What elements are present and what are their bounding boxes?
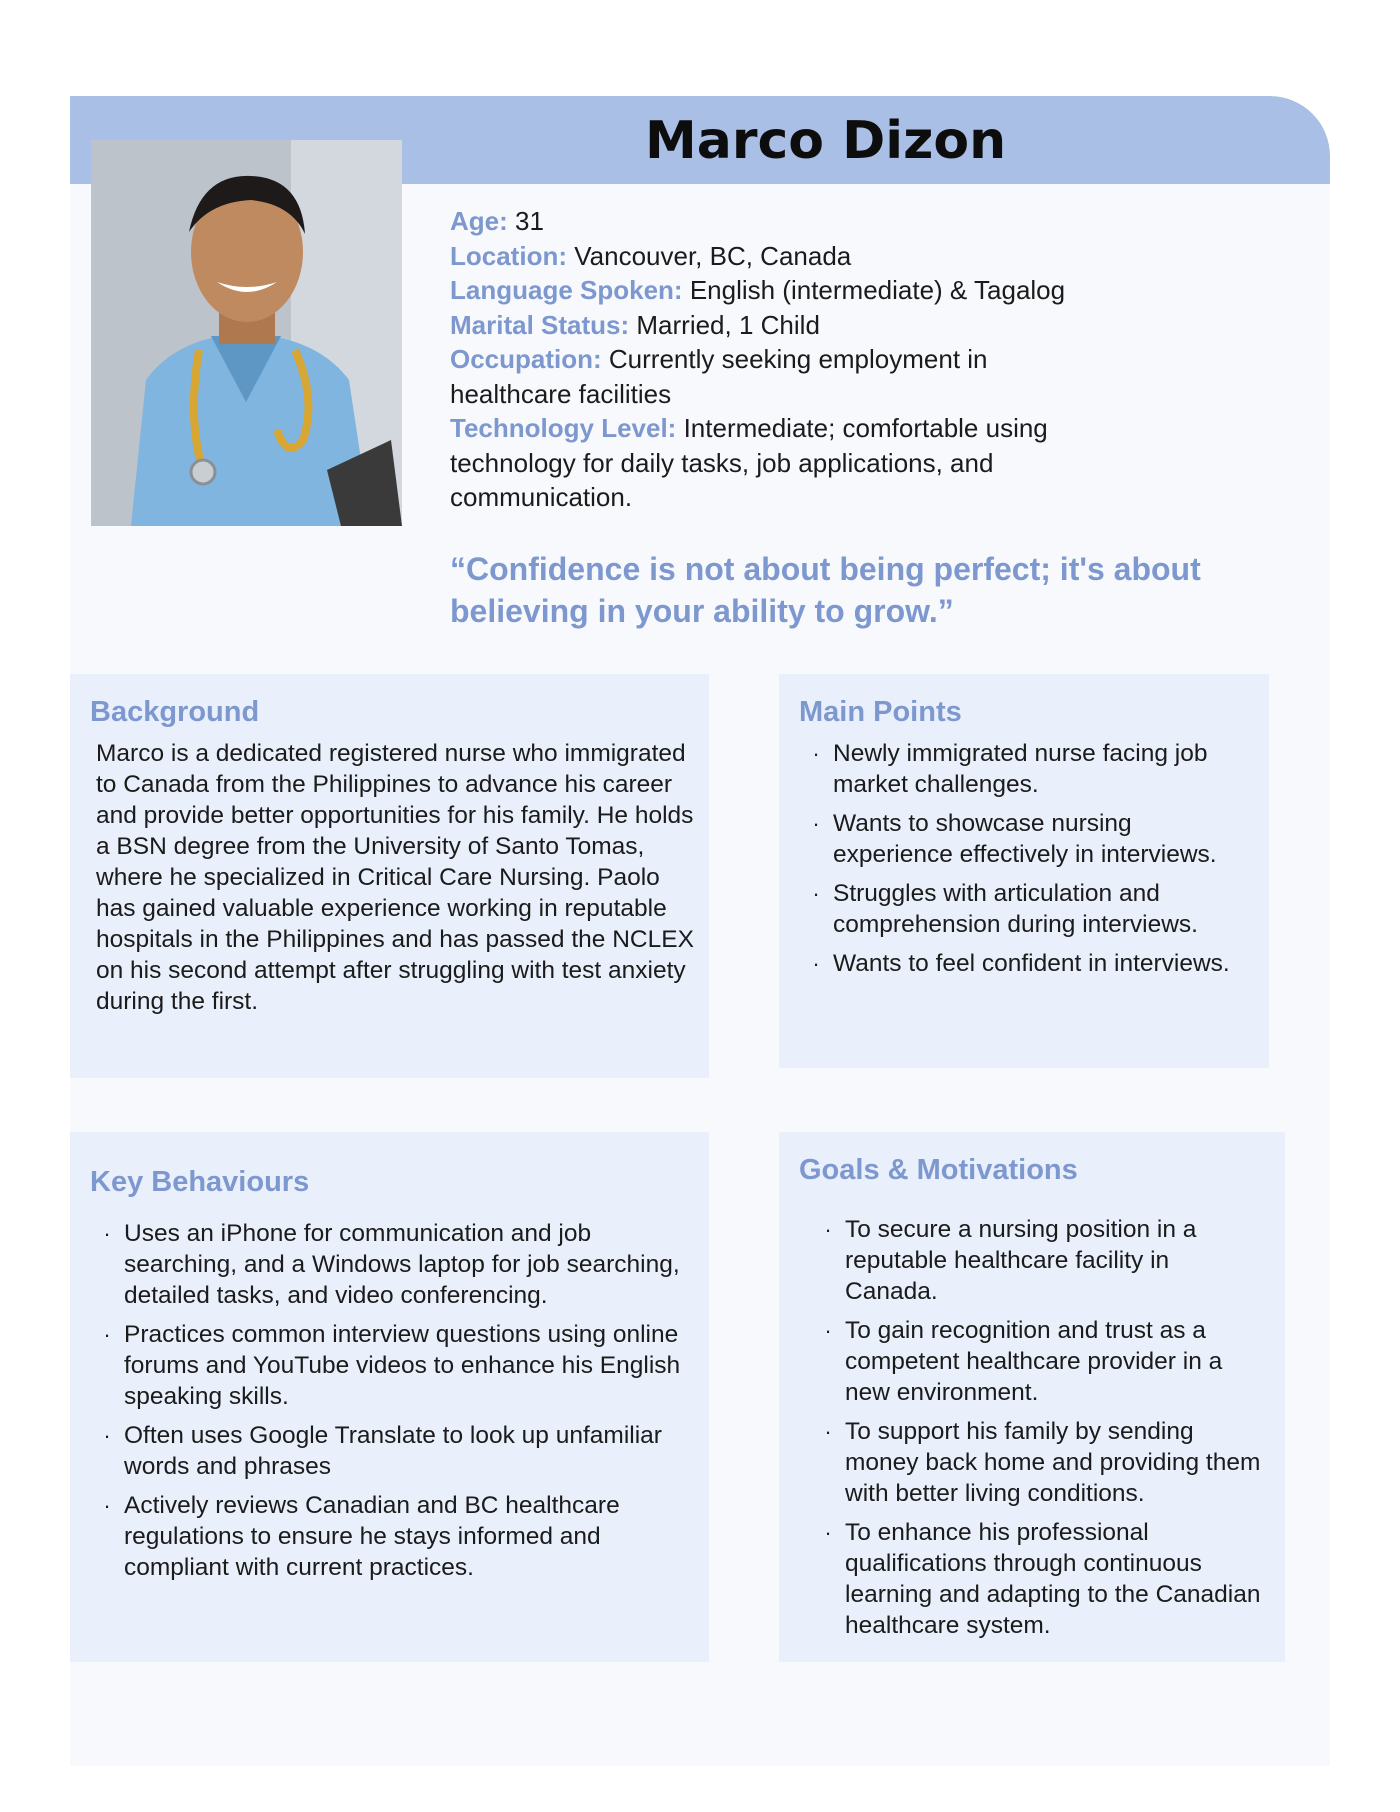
list-item-text: To support his family by sending money back home and providing them with better living conditions. — [845, 1418, 1261, 1507]
info-label: Technology Level: — [450, 413, 677, 443]
list-item — [821, 1315, 1261, 1408]
goals-title: Goals & Motivations — [799, 1154, 1078, 1186]
list-item-text: To enhance his professional qualifications through continuous learning and adapting to the Canadian healthcare system. — [845, 1519, 1261, 1639]
persona-sheet — [70, 96, 1330, 1766]
background-title: Background — [90, 696, 260, 728]
persona-photo — [91, 140, 402, 526]
bullet-icon: · — [812, 741, 820, 766]
info-occupation — [450, 342, 1090, 411]
bullet-icon: · — [812, 881, 820, 906]
bullet-icon: · — [103, 1322, 111, 1347]
info-value: Intermediate; comfortable using technology for daily tasks, job applications, and communication. — [450, 413, 1048, 512]
list-item — [100, 1490, 685, 1583]
list-item-text: Wants to showcase nursing experience effectively in interviews. — [833, 810, 1217, 868]
info-label: Location: — [450, 240, 567, 271]
bullet-icon: · — [812, 811, 820, 836]
list-item-text: Actively reviews Canadian and BC healthcare regulations to ensure he stays informed and compliant with current practices. — [124, 1492, 620, 1581]
list-item-text: To secure a nursing position in a reputable healthcare facility in Canada. — [845, 1216, 1197, 1305]
list-item-text: Practices common interview questions using online forums and YouTube videos to enhance his English speaking skills. — [124, 1321, 681, 1410]
bullet-icon: · — [812, 951, 820, 976]
info-label: Age: — [450, 206, 508, 236]
info-label: Language Spoken: — [450, 275, 683, 305]
info-value: Currently seeking employment in healthcare facilities — [450, 344, 988, 409]
goals-motivations-card — [779, 1132, 1285, 1662]
persona-name: Marco Dizon — [645, 111, 1007, 171]
nurse-portrait-image — [91, 140, 402, 526]
list-item — [809, 948, 1249, 979]
info-marital-status — [450, 308, 1090, 343]
bullet-icon: · — [824, 1419, 832, 1444]
info-value: 31 — [515, 206, 544, 236]
main-points-title: Main Points — [799, 696, 962, 728]
info-location — [450, 239, 1090, 274]
list-item — [821, 1416, 1261, 1509]
info-technology-level — [450, 411, 1090, 515]
key-behaviours-card — [70, 1132, 709, 1662]
background-text: Marco is a dedicated registered nurse who immigrated to Canada from the Philippines to advance his career and provide better opportunities for his family. He holds a BSN degree from the University of Santo Tomas, where he specialized in Critical Care Nursing. Paolo has gained valuable experience working in reputable hospitals in the Philippines and has passed the NCLEX on his second attempt after struggling with test anxiety during the first. — [96, 740, 694, 1015]
bullet-icon: · — [103, 1423, 111, 1448]
persona-quote: “Confidence is not about being perfect; it's about believing in your ability to grow.” — [450, 551, 1201, 629]
info-language — [450, 273, 1090, 308]
list-item-text: To gain recognition and trust as a competent healthcare provider in a new environment. — [845, 1317, 1223, 1406]
info-value: English (intermediate) & Tagalog — [689, 275, 1066, 305]
info-value: Vancouver, BC, Canada — [574, 240, 852, 271]
main-points-list — [809, 738, 1249, 987]
key-behaviours-list — [100, 1218, 685, 1591]
list-item — [100, 1319, 685, 1412]
bullet-icon: · — [824, 1217, 832, 1242]
info-label: Occupation: — [450, 344, 602, 374]
list-item — [821, 1517, 1261, 1641]
background-card — [70, 674, 709, 1078]
list-item-text: Struggles with articulation and comprehension during interviews. — [833, 880, 1198, 938]
list-item-text: Uses an iPhone for communication and job searching, and a Windows laptop for job searching, detailed tasks, and video conferencing. — [124, 1220, 680, 1309]
bullet-icon: · — [103, 1221, 111, 1246]
info-value: Married, 1 Child — [636, 309, 820, 340]
key-behaviours-title: Key Behaviours — [90, 1166, 310, 1198]
list-item — [809, 738, 1249, 800]
goals-list — [821, 1214, 1261, 1649]
list-item — [100, 1420, 685, 1482]
bullet-icon: · — [824, 1318, 832, 1343]
list-item — [809, 808, 1249, 870]
info-age — [450, 204, 1090, 239]
list-item — [821, 1214, 1261, 1307]
main-points-card — [779, 674, 1269, 1068]
info-label: Marital Status: — [450, 309, 630, 340]
bullet-icon: · — [103, 1493, 111, 1518]
list-item-text: Wants to feel confident in interviews. — [833, 950, 1230, 977]
persona-info — [450, 204, 1090, 515]
list-item — [100, 1218, 685, 1311]
bullet-icon: · — [824, 1520, 832, 1545]
list-item-text: Newly immigrated nurse facing job market challenges. — [833, 740, 1208, 798]
list-item — [809, 878, 1249, 940]
list-item-text: Often uses Google Translate to look up unfamiliar words and phrases — [124, 1422, 662, 1480]
